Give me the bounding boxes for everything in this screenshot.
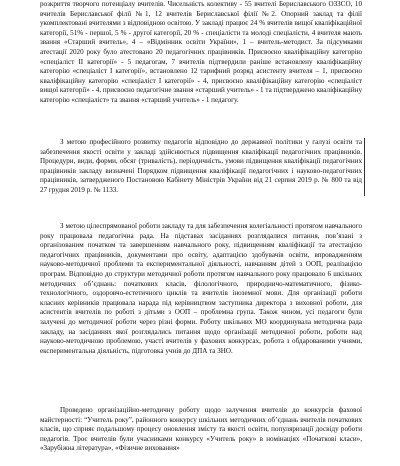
paragraph-professional-development xyxy=(40,138,365,196)
paragraph-text: З метою професійного розвитку педагогів відповідно до державної політики у галузі освіти та забезпечення якості освіти у закладі здійснюється підвищення кваліфікації педагогічних працівників. Процедури, види, форми, обсяг (тривалість), періодичність, умови підвищення кваліфікації педагогічних працівників закладу визначені Порядком підвищення кваліфікації педагогічних і науково-педагогічних працівників, затвердженого Постановою Кабінету Міністрів України від 21 серпня 2019 р. № 800 та від 27 грудня 2019 р. № 1133. xyxy=(40,138,362,194)
paragraph-staff-attestation xyxy=(40,0,362,106)
paragraph-text: З метою цілеспрямованої роботи закладу та для забезпечення колегіальності протягом навчального року працювала педагогічна рада. На підставах засіданнях розглядалися питання, пов’язані з організованим початком та завершенням навчального року, підвищенням кваліфікації та атестацією педагогічних працівників, документами про освіту, адаптацією здобувачів освіти, впровадженням науково-методичної проблеми та експериментальної діяльності, навчанням дітей з ООП, реалізацією програм. Відповідно до структури методичної роботи протягом навчального року працювало 6 шкільних методичних об’єднань: початкових класів, філологічного, природничо-математичного, фізико-технологічного, оздоровчо-естетичного циклів та вчителів іноземної мови. Для організації роботи класних керівників працювала нарада під керівництвом заступника директора з виховної роботи, для асистентів вчителів по роботі з дітьми з ООП – проблемна група. Також чином, усі педагоги були залучені до методичної роботи через різні форми. Роботу шкільних МО координувала методична рада закладу, на засіданнях якої розглядались питання щодо організації методичної роботи, роботи над науково-методичною проблемою, участі вчителів у фахових конкурсах, робота з обдарованими учнями, експериментальна діяльність, підготовка учнів до ДПА та ЗНО. xyxy=(40,222,362,355)
paragraph-contests xyxy=(40,406,362,454)
paragraph-pedagogical-council xyxy=(40,222,362,356)
paragraph-text: Проведено організаційно-методичну роботу щодо залучення вчителів до конкурсів фахової майстерності: “Учитель року”, районного конкурсу шкільних методичних об’єднань вчителів початкових класів, що сприяє подальшому процесу оновлення змісту та якості освіти, популяризації досвіду роботи педагогів. Троє вчителів були учасниками конкурсу «Учитель року» в номінаціях «Початкові класи», «Зарубіжна література», «Фізичне виховання» xyxy=(40,406,362,453)
paragraph-text: розкриття творчого потенціалу вчителів. Чисельність колективу - 55 вчителі Бериславського ОЗЗСО, 10 вчителів Бериславської філії №1, 12 вчителів Бериславської філії №2. Опорний заклад та філії укомплектовані вчителями з відповідною освітою. У закладі працює 24 % вчителів вищої кваліфікаційної категорії, 51% - першої, 5 % - другої категорії, 20 % - спеціалісти та молоді спеціалісти, 4 вчителя мають звання «Старший вчитель», 4 – «Відмінник освіти України», 1 – вчитель-методист. За підсумками атестації 2020 року було атестовано 20 педагогічних працівників. Присвоєно кваліфікаційну категорію «спеціаліст ІІ категорії» - 5 педагогам, 7 вчителів підтвердили раніше встановлену кваліфікаційну категорію «спеціаліст І категорії», встановлено 12 тарифний розряд асистенту вчителя – 1, присвоєно кваліфікаційну категорію «спеціаліст І категорії» - 4, присвоєно кваліфікаційну категорію «спеціаліст вищої категорії» - 4, присвоєно педагогічне звання «старший учитель» - 1 та підтверджено кваліфікаційну категорію «спеціаліст» та звання «старший учитель» - 1 педагогу. xyxy=(40,0,362,104)
